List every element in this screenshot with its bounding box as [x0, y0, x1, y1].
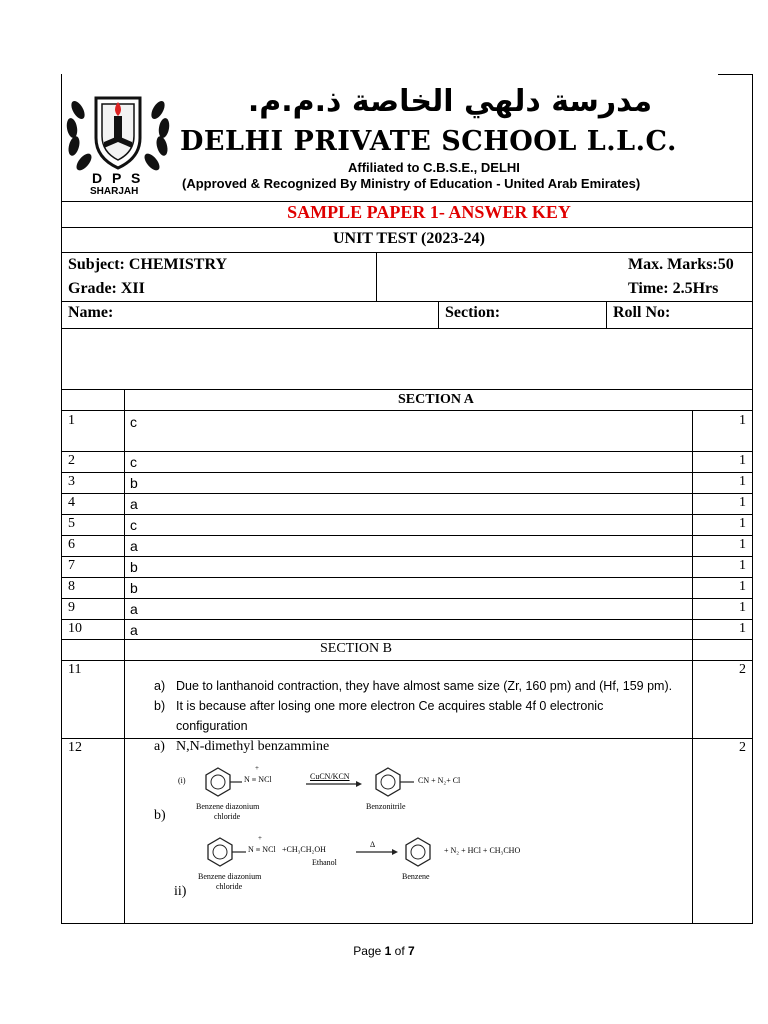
frame-top-right	[718, 74, 753, 75]
unit-test-title: UNIT TEST (2023-24)	[332, 230, 486, 247]
rule	[124, 389, 125, 924]
marks-value: 1	[739, 558, 746, 573]
heat-symbol: Δ	[370, 840, 376, 849]
question-number: 1	[68, 413, 75, 428]
rule	[61, 328, 753, 329]
arrow-head	[392, 849, 398, 855]
question-number: 6	[68, 537, 75, 552]
marks-value: 2	[739, 662, 746, 677]
plus-charge: +	[255, 764, 259, 772]
answer-value: c	[130, 414, 137, 430]
marks-value: 1	[739, 495, 746, 510]
rule	[61, 301, 753, 302]
reaction-2	[196, 830, 546, 896]
answer-value: b	[130, 559, 138, 575]
q11-part-b-text-continued: configuration	[176, 719, 248, 733]
answer-value: a	[130, 538, 138, 554]
rule	[438, 301, 439, 328]
marks-value: 1	[739, 600, 746, 615]
aromatic-circle	[213, 845, 227, 859]
rule	[376, 252, 377, 301]
answer-value: b	[130, 475, 138, 491]
reactant-name-continued: chloride	[216, 882, 243, 891]
diazonium-group: N ≡ NCl	[244, 775, 272, 784]
marks-value: 1	[739, 516, 746, 531]
section-b-heading: SECTION B	[320, 641, 392, 656]
affiliation-text: Affiliated to C.B.S.E., DELHI	[348, 160, 520, 175]
question-number: 2	[68, 453, 75, 468]
question-number: 9	[68, 600, 75, 615]
aromatic-circle	[411, 845, 425, 859]
q12-part-a-text: N,N-dimethyl benzammine	[176, 739, 330, 754]
section-label: Section:	[445, 304, 501, 321]
plus-charge: +	[258, 834, 262, 842]
rule	[606, 301, 607, 328]
reagent-formula: +CH₃CH₂OH	[282, 845, 326, 854]
name-label: Name:	[68, 304, 114, 321]
rule	[61, 923, 753, 924]
marks-value: 1	[739, 453, 746, 468]
question-number: 4	[68, 495, 75, 510]
rule	[692, 410, 693, 924]
part-label: b)	[154, 808, 166, 823]
current-page: 1	[384, 944, 392, 958]
rule	[61, 410, 753, 411]
benzene-ring-icon	[206, 768, 230, 796]
product-name: Benzonitrile	[366, 802, 406, 811]
logo-sharjah-text: SHARJAH	[90, 186, 139, 197]
question-number: 3	[68, 474, 75, 489]
question-number: 12	[68, 740, 82, 755]
question-number: 7	[68, 558, 75, 573]
roll-no-label: Roll No:	[613, 304, 671, 321]
question-number: 10	[68, 621, 82, 636]
answer-value: c	[130, 454, 137, 470]
rule	[61, 577, 753, 578]
reaction-1	[170, 760, 530, 820]
reagent-label: CuCN/KCN	[310, 772, 350, 781]
answer-value: b	[130, 580, 138, 596]
question-number: 8	[68, 579, 75, 594]
benzene-ring-icon	[208, 838, 232, 866]
products-text: + N₂ + HCl + CH₃CHO	[444, 846, 521, 855]
logo-dps-text: D P S	[92, 170, 144, 186]
rule	[61, 639, 753, 640]
rule	[61, 660, 753, 661]
rule	[61, 389, 753, 390]
question-number: 11	[68, 662, 82, 677]
max-marks-field: Max. Marks:50	[628, 256, 734, 273]
page-title: SAMPLE PAPER 1- ANSWER KEY	[287, 202, 571, 222]
school-name: DELHI PRIVATE SCHOOL L.L.C.	[180, 126, 677, 157]
marks-value: 1	[739, 413, 746, 428]
products-text: CN + N₂+ Cl	[418, 776, 461, 785]
reaction-1-diagram	[170, 760, 530, 820]
product-name: Benzene	[402, 872, 430, 881]
rule	[61, 252, 753, 253]
question-number: 5	[68, 516, 75, 531]
answer-value: c	[130, 517, 137, 533]
reactant-name: Benzene diazonium	[198, 872, 262, 881]
rule	[61, 514, 753, 515]
rule	[61, 619, 753, 620]
marks-value: 2	[739, 740, 746, 755]
marks-value: 1	[739, 474, 746, 489]
rule	[61, 451, 753, 452]
rule	[61, 493, 753, 494]
q11-part-a-text: Due to lanthanoid contraction, they have almost same size (Zr, 160 pm) and (Hf, 159 pm).	[176, 679, 673, 693]
reactant-name: Benzene diazonium	[196, 802, 260, 811]
rule	[61, 598, 753, 599]
school-logo	[62, 80, 174, 200]
part-label: a)	[154, 679, 166, 693]
aromatic-circle	[381, 775, 395, 789]
subject-field: Subject: CHEMISTRY	[68, 256, 227, 273]
rule	[61, 227, 753, 228]
benzene-ring-icon	[406, 838, 430, 866]
answer-value: a	[130, 622, 138, 638]
rule	[61, 472, 753, 473]
part-label: a)	[154, 739, 165, 754]
marks-value: 1	[739, 621, 746, 636]
rule	[61, 535, 753, 536]
school-name-arabic: مدرسة دلهي الخاصة ذ.م.م.	[247, 84, 653, 119]
reactant-name-continued: chloride	[214, 812, 241, 821]
part-label-ii: ii)	[174, 884, 187, 899]
arrow-head	[356, 781, 362, 787]
reagent-name: Ethanol	[312, 858, 337, 867]
page-footer	[0, 944, 768, 958]
footer-prefix: Page	[353, 944, 385, 958]
time-field: Time: 2.5Hrs	[628, 280, 719, 297]
section-a-heading: SECTION A	[398, 392, 474, 407]
aromatic-circle	[211, 775, 225, 789]
approval-text: (Approved & Recognized By Ministry of Education - United Arab Emirates)	[182, 176, 641, 191]
rxn-label: (i)	[178, 776, 186, 785]
total-pages: 7	[408, 944, 415, 958]
benzene-ring-icon	[376, 768, 400, 796]
answer-value: a	[130, 601, 138, 617]
footer-of: of	[391, 944, 409, 958]
marks-value: 1	[739, 537, 746, 552]
q11-part-b-text: It is because after losing one more electron Ce acquires stable 4f 0 electronic	[176, 699, 604, 713]
rule	[61, 556, 753, 557]
answer-value: a	[130, 496, 138, 512]
marks-value: 1	[739, 579, 746, 594]
grade-field: Grade: XII	[68, 280, 145, 297]
diazonium-group: N ≡ NCl	[248, 845, 276, 854]
part-label: b)	[154, 699, 166, 713]
